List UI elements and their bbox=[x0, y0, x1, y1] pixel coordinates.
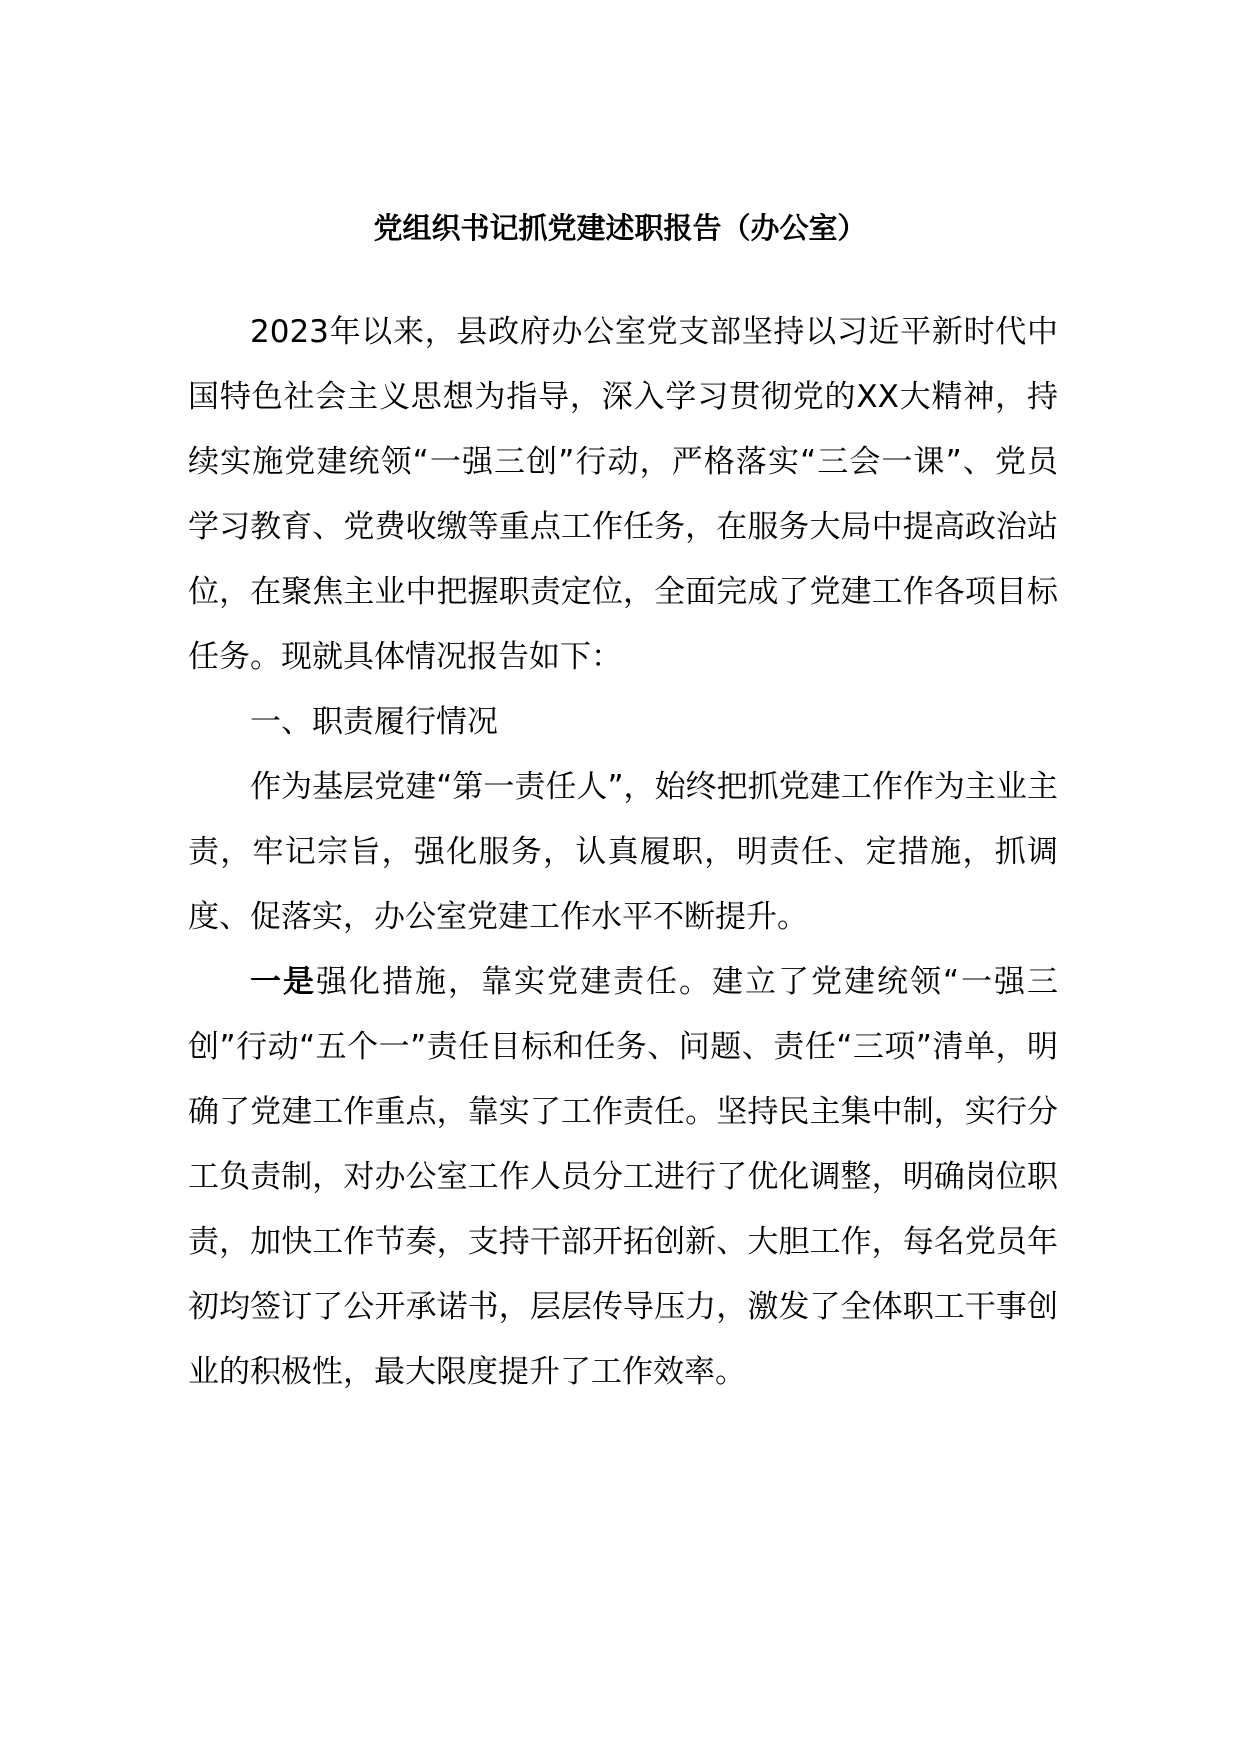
duty-paragraph bbox=[188, 755, 1058, 950]
paragraph-lead-bold: 一是 bbox=[250, 964, 316, 1000]
measures-paragraph bbox=[188, 950, 1058, 1405]
paragraph-text: 强化措施，靠实党建责任。建立了党建统领“一强三创”行动“五个一”责任目标和任务、问题、责任“三项”清单，明确了党建工作重点，靠实了工作责任。坚持民主集中制，实行分工负责制，对办公室工作人员分工进行了优化调整，明确岗位职责，加快工作节奏，支持干部开拓创新、大胆工作，每名党员年初均签订了公开承诺书，层层传导压力，激发了全体职工干事创业的积极性，最大限度提升了工作效率。 bbox=[188, 964, 1059, 1390]
intro-paragraph bbox=[188, 300, 1058, 690]
document-title: 党组织书记抓党建述职报告（办公室） bbox=[373, 211, 867, 245]
document-body bbox=[188, 300, 1058, 1405]
section-heading bbox=[188, 690, 1058, 755]
section-heading-text: 一、职责履行情况 bbox=[250, 704, 498, 740]
paragraph-text: 2023年以来，县政府办公室党支部坚持以习近平新时代中国特色社会主义思想为指导，深入学习贯彻党的XX大精神，持续实施党建统领“一强三创”行动，严格落实“三会一课”、党员学习教育、党费收缴等重点工作任务，在服务大局中提高政治站位，在聚焦主业中把握职责定位，全面完成了党建工作各项目标任务。现就具体情况报告如下： bbox=[188, 314, 1058, 675]
paragraph-text: 作为基层党建“第一责任人”，始终把抓党建工作作为主业主责，牢记宗旨，强化服务，认真履职，明责任、定措施，抓调度、促落实，办公室党建工作水平不断提升。 bbox=[188, 769, 1058, 935]
